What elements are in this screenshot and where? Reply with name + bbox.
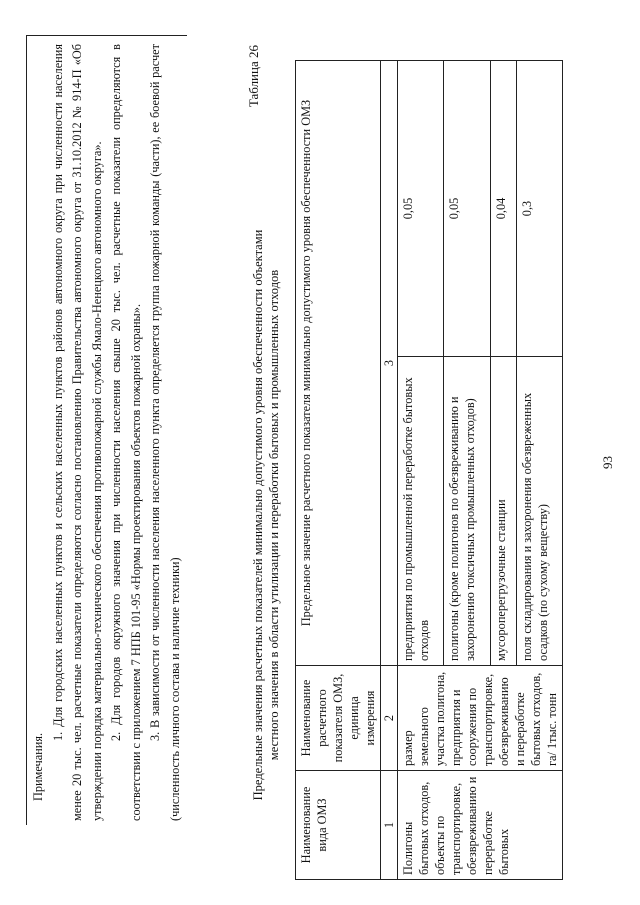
column-number: 2 [381,666,398,771]
indicator-cell: размер земельного участка полигона, предприятия и сооружения по транспортировке, обезвреживанию и переработке бытовых отходов, га/ 1тыс. тонн [398,666,563,771]
table-row [398,61,444,880]
sub-item-name: поля складирования и захоронения обезвреженных осадков (по сухому веществу) [516,357,562,666]
header-indicator: Наименование расчетного показателя ОМЗ, единица измерения [296,666,381,771]
sub-item-value: 0,05 [444,61,490,357]
note-item-3: 3. В зависимости от численности населения населенного пункта определяется группа пожарной команды (части), ее боевой расчет (численность личного состава и наличие техники) [148,44,182,821]
column-number: 1 [381,771,398,880]
column-number-row [381,61,398,880]
header-limit-value: Предельное значение расчетного показателя минимально допустимого уровня обеспеченности ОМЗ [296,61,381,666]
column-number: 3 [381,61,398,666]
header-kind: Наименование вида ОМЗ [296,771,381,880]
sub-item-name: мусороперегрузочные станции [490,357,516,666]
sub-item-value: 0,3 [516,61,562,357]
table-label: Таблица 26 [246,45,261,108]
sub-item-name: полигоны (кроме полигонов по обезвреживанию и захоронению токсичных промышленных отходов) [444,357,490,666]
notes-box [26,35,187,825]
sub-item-value: 0,05 [398,61,444,357]
indicator-table-wrapper [295,60,563,880]
table-title: Предельные значения расчетных показателей минимально допустимого уровня обеспеченности объектами местного значения в области утилизации и переработки бытовых и промышленных отходов [251,229,281,801]
notes-section [26,35,187,825]
page-number: 93 [600,456,615,469]
sub-item-value: 0,04 [490,61,516,357]
indicator-table [295,60,563,880]
table-header-row [296,61,381,880]
sub-item-name: предприятия по промышленной переработке бытовых отходов [398,357,444,666]
note-item-1: 1. Для городских населенных пунктов и сельских населенных пунктов районов автономного округа при численности населения менее 20 тыс. чел. расчетные показатели определяются согласно постановлению Правительства автономного округа от 31.10.2012 № 914-П «Об утверждении порядка материально-технического обеспечения противопожарной службы Ямало-Ненецкого автономного округа». [50,44,104,821]
note-item-2: 2. Для городов окружного значения при численности населения свыше 20 тыс. чел. расчетные показатели определяются в соответствии с приложением 7 НПБ 101-95 «Нормы проектирования объектов пожарной охраны». [109,44,143,821]
notes-title: Примечания. [31,732,45,801]
object-kind-cell: Полигоны бытовых отходов, объекты по транспортировке, обезвреживанию и переработке бытовых [398,771,563,880]
